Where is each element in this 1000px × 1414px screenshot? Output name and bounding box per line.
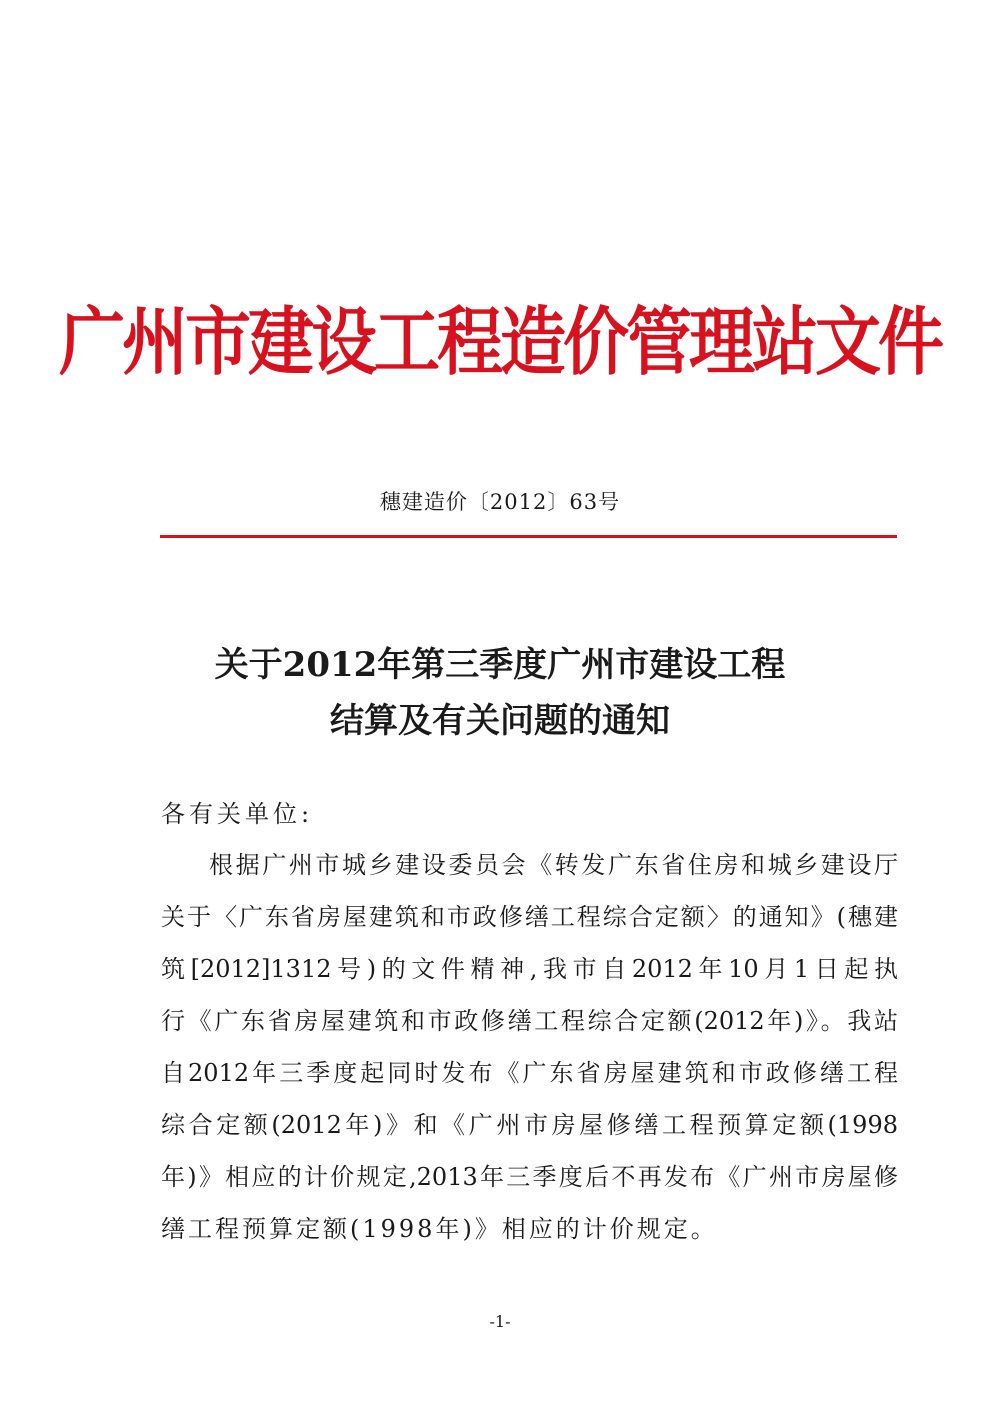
body-line-7: 年)》相应的计价规定,2013年三季度后不再发布《广州市房屋修 — [161, 1163, 898, 1191]
body-line-5: 自2012年三季度起同时发布《广东省房屋建筑和市政修缮工程 — [161, 1059, 898, 1087]
red-divider-line — [160, 535, 897, 538]
page-number: -1- — [489, 1312, 511, 1331]
document-masthead: 广州市建设工程造价管理站文件 — [59, 297, 941, 386]
salutation: 各有关单位: — [161, 800, 314, 828]
body-line-2: 关于〈广东省房屋建筑和市政修缮工程综合定额〉的通知》(穗建 — [161, 903, 898, 931]
document-title-line-2: 结算及有关问题的通知 — [330, 701, 670, 741]
document-title-line-1: 关于2012年第三季度广州市建设工程 — [214, 645, 786, 685]
body-line-6: 综合定额(2012年)》和《广州市房屋修缮工程预算定额(1998 — [161, 1111, 898, 1139]
body-line-1: 根据广州市城乡建设委员会《转发广东省住房和城乡建设厅 — [209, 851, 898, 879]
document-number: 穗建造价〔2012〕63号 — [379, 490, 621, 514]
body-line-4: 行《广东省房屋建筑和市政修缮工程综合定额(2012年)》。我站 — [161, 1007, 898, 1035]
body-line-8: 缮工程预算定额(1998年)》相应的计价规定。 — [161, 1215, 718, 1243]
body-line-3: 筑[2012]1312号)的文件精神,我市自2012年10月1日起执 — [161, 955, 898, 983]
